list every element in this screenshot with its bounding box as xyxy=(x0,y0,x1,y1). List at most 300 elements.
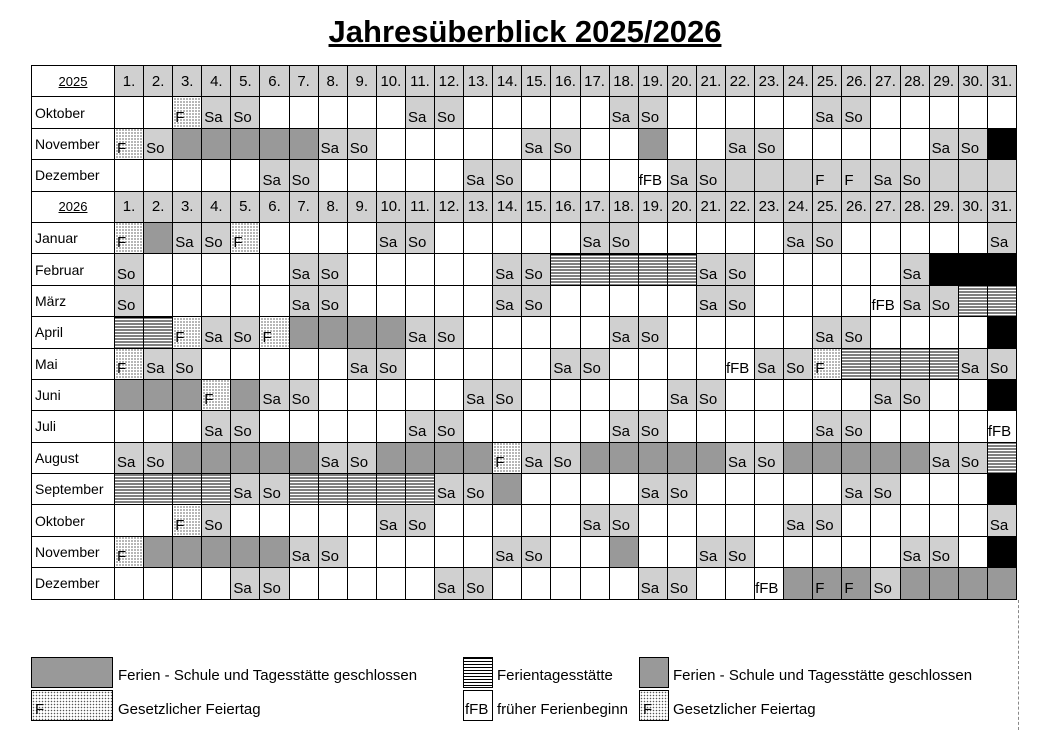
day-cell xyxy=(347,474,376,505)
day-cell xyxy=(958,222,987,253)
day-cell xyxy=(929,505,958,536)
day-cell: So xyxy=(289,160,318,191)
day-cell xyxy=(696,442,725,473)
day-cell: Sa xyxy=(784,222,813,253)
day-cell xyxy=(260,411,289,442)
day-cell xyxy=(347,222,376,253)
day-header: 8. xyxy=(318,66,347,97)
day-header: 18. xyxy=(609,66,638,97)
day-cell xyxy=(958,536,987,567)
day-cell: Sa xyxy=(289,536,318,567)
day-cell: Sa xyxy=(784,505,813,536)
day-cell xyxy=(202,536,231,567)
day-cell: So xyxy=(929,536,958,567)
day-cell xyxy=(115,160,144,191)
day-cell: So xyxy=(347,128,376,159)
day-cell: Sa xyxy=(987,505,1016,536)
day-header: 9. xyxy=(347,66,376,97)
day-cell: Sa xyxy=(260,160,289,191)
day-header: 20. xyxy=(667,66,696,97)
day-cell: Sa xyxy=(958,348,987,379)
day-cell xyxy=(347,505,376,536)
day-cell: So xyxy=(609,505,638,536)
day-cell: So xyxy=(842,97,871,128)
day-cell xyxy=(376,411,405,442)
day-cell xyxy=(784,442,813,473)
day-cell: So xyxy=(871,568,900,599)
day-cell: fFB xyxy=(987,411,1016,442)
day-cell xyxy=(580,379,609,410)
day-cell xyxy=(871,254,900,285)
day-cell: Sa xyxy=(813,97,842,128)
day-cell: So xyxy=(725,254,754,285)
day-cell xyxy=(493,474,522,505)
day-cell: Sa xyxy=(871,379,900,410)
day-cell xyxy=(347,411,376,442)
day-cell xyxy=(376,97,405,128)
day-cell xyxy=(173,442,202,473)
day-cell xyxy=(260,222,289,253)
month-row xyxy=(32,505,1017,536)
month-row xyxy=(32,348,1017,379)
day-cell xyxy=(551,160,580,191)
day-cell: So xyxy=(755,128,784,159)
day-cell xyxy=(667,285,696,316)
day-cell: Sa xyxy=(493,536,522,567)
day-cell xyxy=(667,442,696,473)
day-cell xyxy=(755,379,784,410)
day-cell: So xyxy=(435,317,464,348)
month-label: Januar xyxy=(32,222,115,253)
day-cell: Sa xyxy=(580,505,609,536)
day-cell xyxy=(260,97,289,128)
day-cell xyxy=(260,505,289,536)
day-cell xyxy=(667,317,696,348)
day-cell: Sa xyxy=(580,222,609,253)
legend-fruehbeginn-mark: fFB xyxy=(465,701,489,718)
day-cell xyxy=(376,128,405,159)
day-cell: So xyxy=(667,568,696,599)
day-cell: Sa xyxy=(900,285,929,316)
day-cell xyxy=(289,505,318,536)
day-cell xyxy=(173,536,202,567)
day-cell xyxy=(551,474,580,505)
month-label: September xyxy=(32,474,115,505)
day-header: 2. xyxy=(144,66,173,97)
legend-feiertag-label-2: Gesetzlicher Feiertag xyxy=(673,701,816,718)
day-cell xyxy=(202,254,231,285)
day-cell xyxy=(987,128,1016,159)
day-cell: So xyxy=(493,379,522,410)
day-cell: So xyxy=(725,536,754,567)
day-cell xyxy=(958,505,987,536)
day-cell: Sa xyxy=(231,474,260,505)
day-cell xyxy=(871,222,900,253)
day-cell xyxy=(173,254,202,285)
day-cell xyxy=(202,474,231,505)
day-cell xyxy=(725,97,754,128)
day-cell xyxy=(900,97,929,128)
day-cell xyxy=(958,285,987,316)
day-cell: fFB xyxy=(871,285,900,316)
day-header: 17. xyxy=(580,191,609,222)
day-cell: Sa xyxy=(202,317,231,348)
day-header: 10. xyxy=(376,191,405,222)
day-cell xyxy=(871,97,900,128)
calendar-grid xyxy=(31,65,1017,600)
day-cell xyxy=(755,317,784,348)
day-cell xyxy=(813,128,842,159)
day-cell xyxy=(347,254,376,285)
day-cell xyxy=(318,222,347,253)
day-cell xyxy=(405,474,434,505)
day-header: 21. xyxy=(696,191,725,222)
day-cell xyxy=(725,317,754,348)
day-cell xyxy=(464,536,493,567)
legend-ferien-swatch-2 xyxy=(639,657,669,688)
day-cell xyxy=(435,348,464,379)
day-header: 25. xyxy=(813,191,842,222)
day-header: 21. xyxy=(696,66,725,97)
day-cell: Sa xyxy=(376,505,405,536)
day-header: 5. xyxy=(231,66,260,97)
day-cell: So xyxy=(405,222,434,253)
day-cell xyxy=(202,128,231,159)
day-cell: So xyxy=(231,317,260,348)
day-cell xyxy=(958,474,987,505)
day-cell xyxy=(464,411,493,442)
day-cell: Sa xyxy=(231,568,260,599)
day-cell xyxy=(551,222,580,253)
day-cell xyxy=(784,568,813,599)
day-cell: So xyxy=(813,222,842,253)
day-header: 19. xyxy=(638,66,667,97)
day-cell xyxy=(376,474,405,505)
day-header: 3. xyxy=(173,191,202,222)
day-cell xyxy=(318,160,347,191)
day-cell: So xyxy=(522,254,551,285)
day-cell xyxy=(289,411,318,442)
day-cell xyxy=(784,536,813,567)
day-cell xyxy=(696,97,725,128)
day-cell xyxy=(144,474,173,505)
day-cell xyxy=(755,536,784,567)
day-cell xyxy=(696,348,725,379)
day-cell: Sa xyxy=(813,411,842,442)
day-cell xyxy=(551,568,580,599)
day-cell xyxy=(493,222,522,253)
day-cell xyxy=(842,285,871,316)
day-cell xyxy=(289,128,318,159)
month-row xyxy=(32,536,1017,567)
day-cell: Sa xyxy=(551,348,580,379)
day-cell xyxy=(609,568,638,599)
day-cell xyxy=(813,442,842,473)
month-row xyxy=(32,97,1017,128)
day-header: 16. xyxy=(551,66,580,97)
day-cell xyxy=(842,348,871,379)
day-cell: Sa xyxy=(987,222,1016,253)
day-header: 26. xyxy=(842,191,871,222)
day-cell xyxy=(231,379,260,410)
day-cell: Sa xyxy=(289,285,318,316)
day-header: 6. xyxy=(260,66,289,97)
day-cell xyxy=(551,254,580,285)
legend-feiertag-swatch xyxy=(31,690,113,721)
day-cell xyxy=(464,222,493,253)
day-cell: So xyxy=(580,348,609,379)
day-cell xyxy=(551,411,580,442)
day-cell xyxy=(464,97,493,128)
day-header: 7. xyxy=(289,66,318,97)
day-cell xyxy=(609,536,638,567)
day-cell xyxy=(609,348,638,379)
legend-ferien-label-2: Ferien - Schule und Tagesstätte geschlossen xyxy=(673,667,973,684)
day-cell: So xyxy=(871,474,900,505)
month-row xyxy=(32,222,1017,253)
day-header: 27. xyxy=(871,66,900,97)
day-cell xyxy=(929,97,958,128)
day-cell xyxy=(580,317,609,348)
day-cell xyxy=(115,411,144,442)
day-cell xyxy=(755,411,784,442)
day-cell xyxy=(580,128,609,159)
day-header: 1. xyxy=(115,191,144,222)
day-cell xyxy=(551,285,580,316)
day-cell xyxy=(260,536,289,567)
day-cell xyxy=(755,222,784,253)
day-cell: So xyxy=(260,474,289,505)
day-cell xyxy=(784,285,813,316)
day-cell xyxy=(987,568,1016,599)
day-header: 19. xyxy=(638,191,667,222)
day-cell: Sa xyxy=(929,128,958,159)
day-cell xyxy=(347,317,376,348)
day-cell xyxy=(405,442,434,473)
day-cell xyxy=(115,379,144,410)
day-header: 16. xyxy=(551,191,580,222)
day-cell xyxy=(347,568,376,599)
day-cell: Sa xyxy=(696,536,725,567)
day-cell: Sa xyxy=(900,536,929,567)
day-cell: F xyxy=(173,97,202,128)
day-cell: So xyxy=(522,536,551,567)
day-header: 20. xyxy=(667,191,696,222)
day-header: 30. xyxy=(958,66,987,97)
day-cell xyxy=(435,505,464,536)
day-cell: So xyxy=(115,254,144,285)
month-row xyxy=(32,285,1017,316)
day-cell xyxy=(522,505,551,536)
month-label: April xyxy=(32,317,115,348)
month-label: Juni xyxy=(32,379,115,410)
day-cell xyxy=(115,568,144,599)
day-header: 4. xyxy=(202,191,231,222)
day-cell: Sa xyxy=(725,128,754,159)
day-cell: So xyxy=(842,411,871,442)
day-cell xyxy=(580,160,609,191)
day-cell: So xyxy=(842,317,871,348)
day-cell: Sa xyxy=(318,128,347,159)
day-cell xyxy=(231,348,260,379)
day-cell: So xyxy=(231,411,260,442)
day-header: 23. xyxy=(755,66,784,97)
legend-ferientagesstaette-label: Ferientagesstätte xyxy=(497,667,613,684)
day-cell xyxy=(376,160,405,191)
day-cell: F xyxy=(842,160,871,191)
day-cell xyxy=(551,536,580,567)
day-cell xyxy=(580,285,609,316)
day-cell xyxy=(144,160,173,191)
day-cell xyxy=(958,317,987,348)
day-header: 31. xyxy=(987,66,1016,97)
day-cell: So xyxy=(900,160,929,191)
day-cell xyxy=(464,442,493,473)
day-cell xyxy=(755,254,784,285)
day-cell xyxy=(667,505,696,536)
month-row xyxy=(32,474,1017,505)
day-header: 7. xyxy=(289,191,318,222)
day-cell: Sa xyxy=(202,411,231,442)
day-cell xyxy=(493,317,522,348)
day-cell xyxy=(755,474,784,505)
day-header: 22. xyxy=(725,66,754,97)
day-cell xyxy=(144,317,173,348)
day-cell xyxy=(813,379,842,410)
day-cell xyxy=(435,160,464,191)
day-cell: So xyxy=(551,442,580,473)
day-cell: F xyxy=(115,348,144,379)
day-cell xyxy=(522,317,551,348)
day-cell xyxy=(958,254,987,285)
day-cell xyxy=(784,254,813,285)
day-cell xyxy=(522,411,551,442)
day-cell xyxy=(435,379,464,410)
day-cell: F xyxy=(493,442,522,473)
day-cell xyxy=(900,222,929,253)
day-cell: So xyxy=(784,348,813,379)
day-cell: Sa xyxy=(522,128,551,159)
day-cell xyxy=(435,285,464,316)
day-cell: Sa xyxy=(522,442,551,473)
day-cell xyxy=(696,317,725,348)
day-cell xyxy=(376,442,405,473)
page-title: Jahresüberblick 2025/2026 xyxy=(328,14,722,49)
day-cell xyxy=(813,536,842,567)
day-cell: Sa xyxy=(376,222,405,253)
day-cell xyxy=(871,128,900,159)
day-cell xyxy=(638,379,667,410)
day-cell xyxy=(784,474,813,505)
day-cell: So xyxy=(318,285,347,316)
day-cell xyxy=(929,222,958,253)
day-cell xyxy=(289,97,318,128)
month-row xyxy=(32,379,1017,410)
day-cell: Sa xyxy=(405,317,434,348)
day-header: 17. xyxy=(580,66,609,97)
day-cell: Sa xyxy=(667,160,696,191)
day-header: 24. xyxy=(784,66,813,97)
day-cell xyxy=(725,505,754,536)
day-cell xyxy=(318,348,347,379)
day-cell xyxy=(813,285,842,316)
day-cell xyxy=(987,474,1016,505)
day-cell xyxy=(405,379,434,410)
day-cell xyxy=(609,254,638,285)
day-header: 25. xyxy=(813,66,842,97)
day-cell: Sa xyxy=(696,254,725,285)
day-cell xyxy=(435,536,464,567)
month-label: März xyxy=(32,285,115,316)
month-label: Mai xyxy=(32,348,115,379)
day-cell xyxy=(231,442,260,473)
day-cell xyxy=(929,254,958,285)
day-cell: So xyxy=(173,348,202,379)
year-header-row xyxy=(32,66,1017,97)
day-header: 15. xyxy=(522,66,551,97)
day-cell xyxy=(696,411,725,442)
day-cell xyxy=(435,442,464,473)
day-cell xyxy=(638,128,667,159)
day-cell xyxy=(667,128,696,159)
day-cell xyxy=(551,97,580,128)
day-cell: F xyxy=(173,317,202,348)
day-cell: Sa xyxy=(405,411,434,442)
day-cell: So xyxy=(929,285,958,316)
day-cell xyxy=(173,285,202,316)
day-cell: So xyxy=(376,348,405,379)
month-row xyxy=(32,568,1017,599)
day-cell: F xyxy=(813,568,842,599)
day-cell xyxy=(289,348,318,379)
day-header: 4. xyxy=(202,66,231,97)
day-header: 22. xyxy=(725,191,754,222)
day-cell xyxy=(900,568,929,599)
day-cell: So xyxy=(987,348,1016,379)
day-cell xyxy=(958,379,987,410)
day-cell xyxy=(144,285,173,316)
day-cell: So xyxy=(260,568,289,599)
day-cell xyxy=(580,97,609,128)
day-cell xyxy=(493,568,522,599)
day-cell xyxy=(871,442,900,473)
day-cell xyxy=(725,474,754,505)
day-cell xyxy=(318,505,347,536)
day-cell: F xyxy=(202,379,231,410)
day-cell: F xyxy=(842,568,871,599)
day-header: 13. xyxy=(464,66,493,97)
day-cell xyxy=(144,411,173,442)
day-cell xyxy=(144,568,173,599)
day-header: 12. xyxy=(435,66,464,97)
month-row xyxy=(32,160,1017,191)
day-cell xyxy=(784,128,813,159)
day-cell xyxy=(987,536,1016,567)
day-cell: So xyxy=(551,128,580,159)
day-cell xyxy=(405,568,434,599)
day-cell: So xyxy=(318,254,347,285)
day-header: 18. xyxy=(609,191,638,222)
day-cell: Sa xyxy=(318,442,347,473)
day-cell xyxy=(405,254,434,285)
legend-ferientagesstaette-swatch xyxy=(463,657,493,688)
day-cell xyxy=(725,379,754,410)
day-cell xyxy=(202,442,231,473)
day-cell: So xyxy=(755,442,784,473)
day-cell: Sa xyxy=(609,317,638,348)
day-cell xyxy=(929,379,958,410)
day-cell xyxy=(696,505,725,536)
